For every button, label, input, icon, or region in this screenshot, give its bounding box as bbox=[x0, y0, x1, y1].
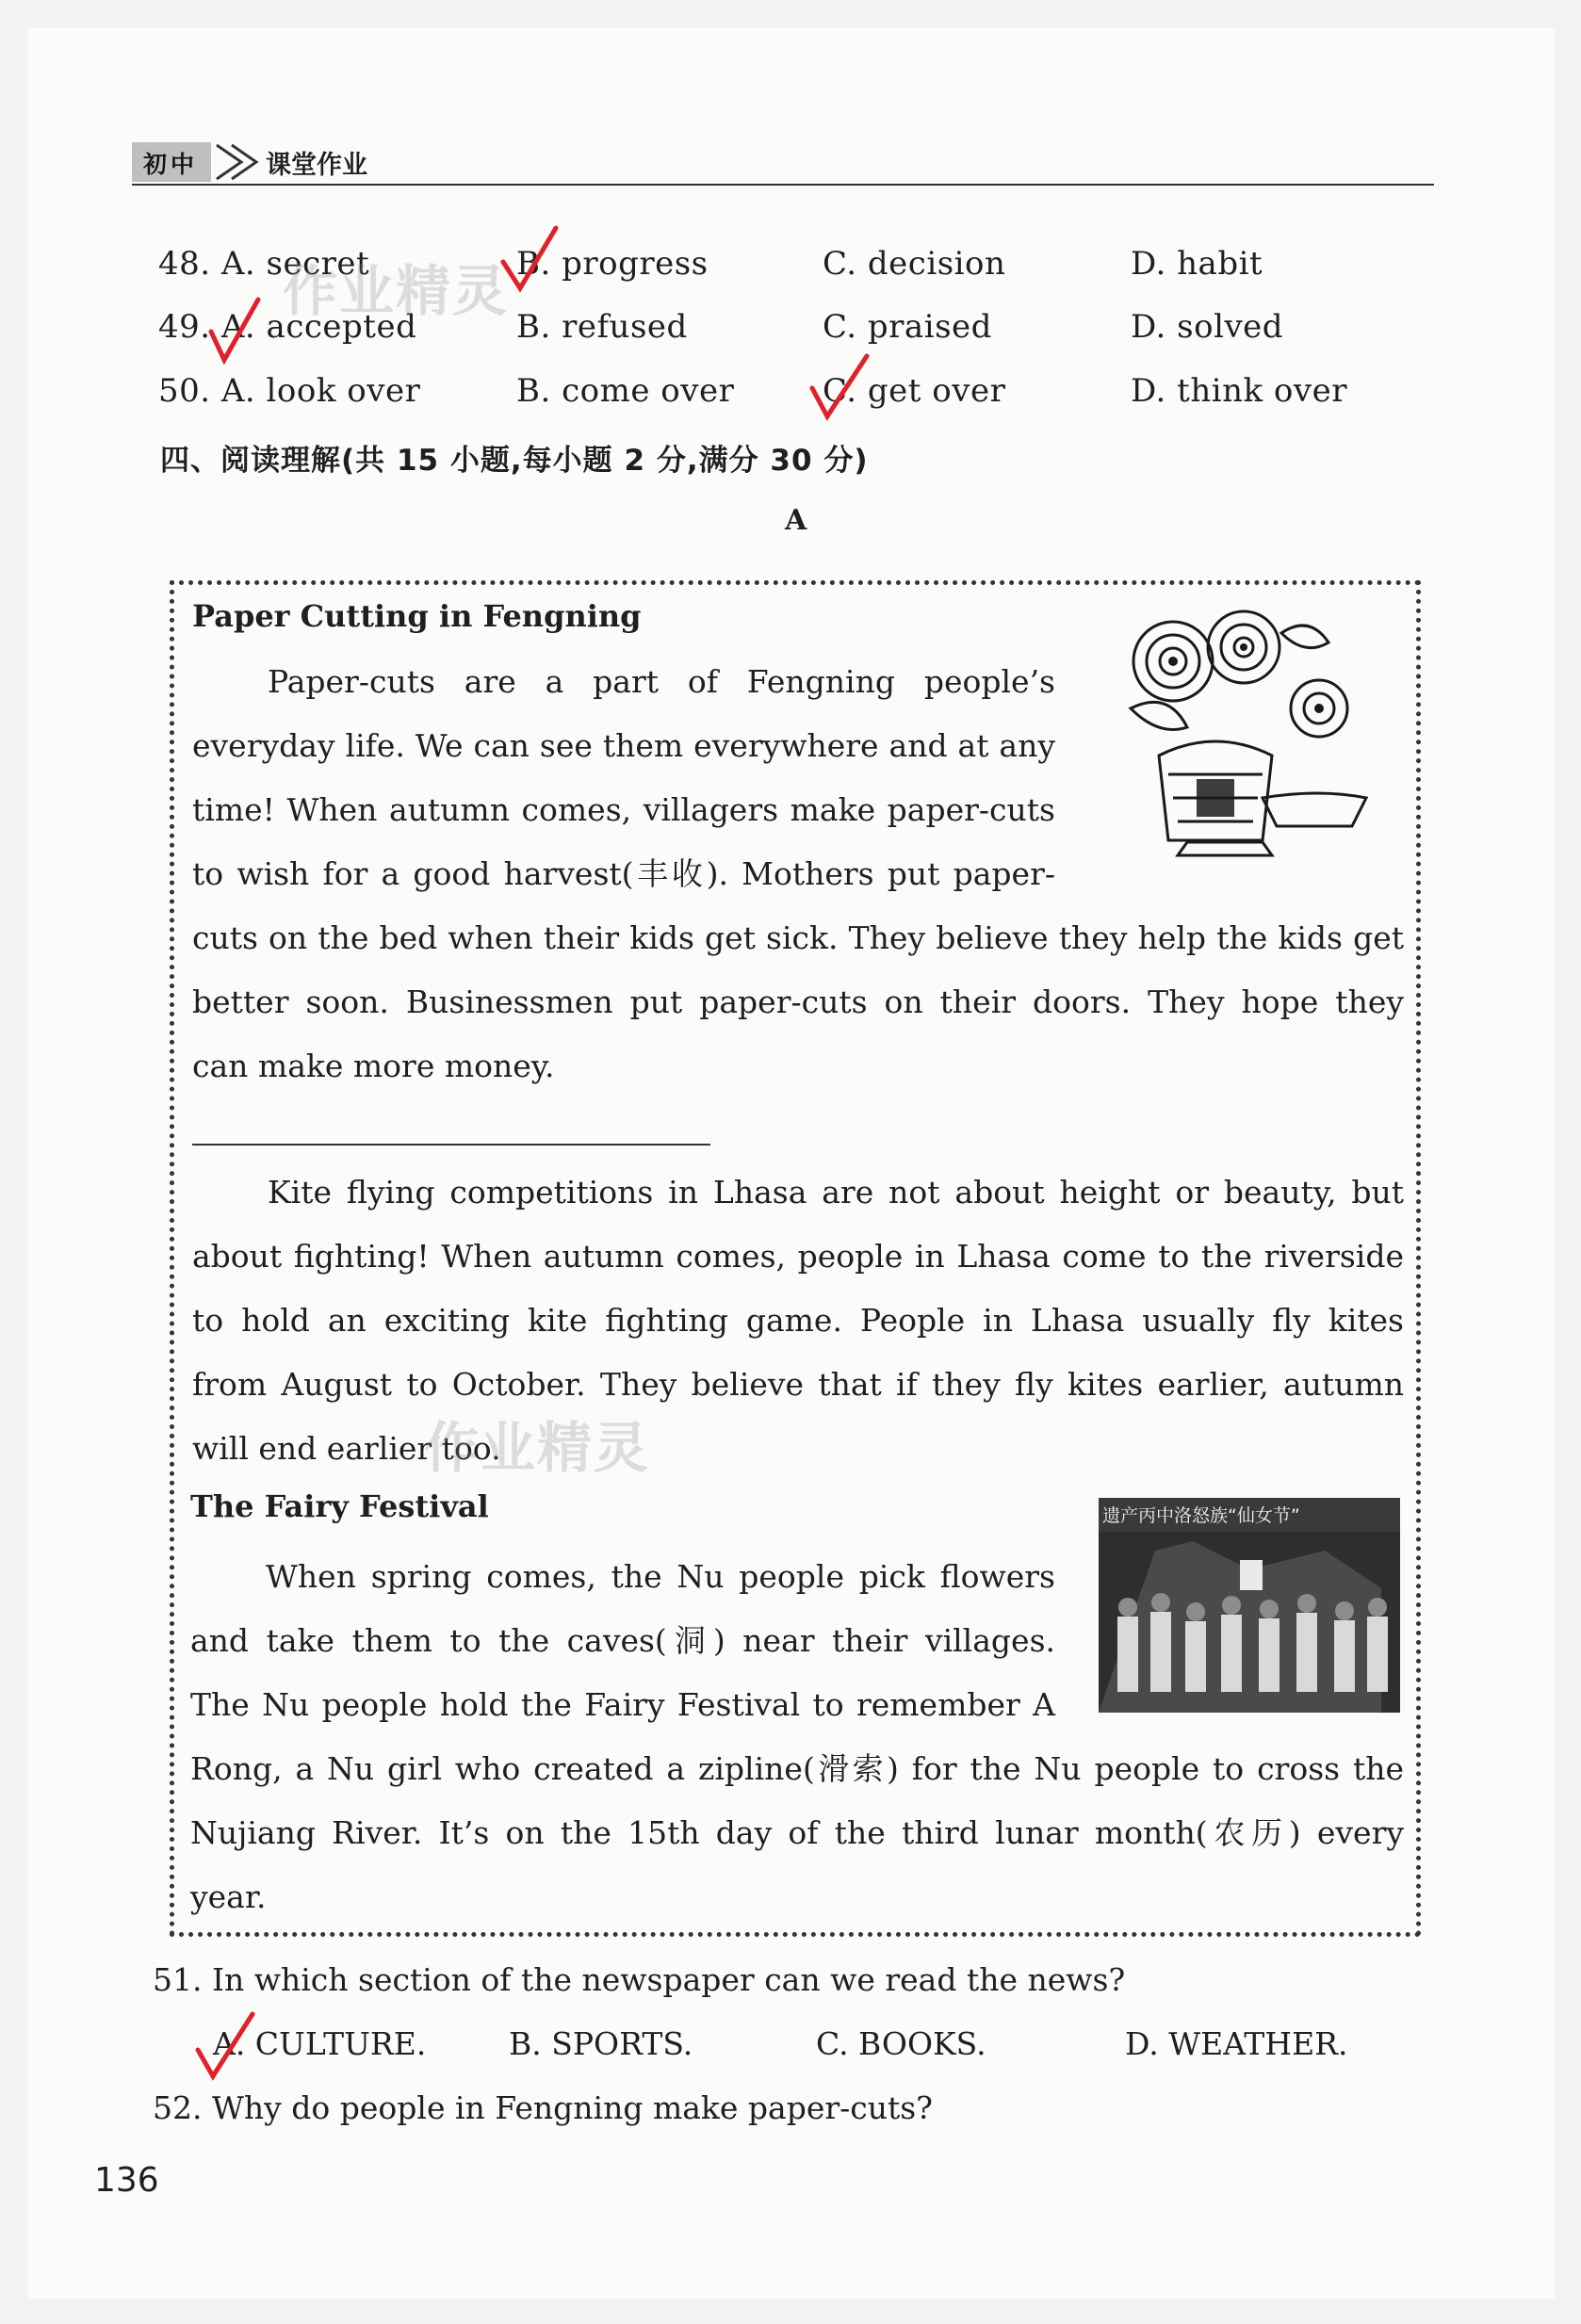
option-50-b: B. come over bbox=[516, 372, 735, 410]
para3-line: Rong, a Nu girl who created a zipline(滑索) for the Nu people to cross the bbox=[190, 1750, 1404, 1787]
q51-option-a: A. CULTURE. bbox=[213, 2025, 427, 2062]
para1-line: to wish for a good harvest(丰收). Mothers put paper- bbox=[192, 855, 1055, 892]
question-51: 51. In which section of the newspaper can we read the news? bbox=[153, 1961, 1126, 1998]
section-heading: 四、阅读理解(共 15 小题,每小题 2 分,满分 30 分) bbox=[160, 444, 869, 478]
option-49-c: C. praised bbox=[823, 308, 992, 346]
option-49-d: D. solved bbox=[1131, 308, 1284, 346]
watermark: 作业精灵 bbox=[283, 259, 510, 323]
passage-title-1: Paper Cutting in Fengning bbox=[192, 598, 642, 634]
option-48-d: D. habit bbox=[1131, 245, 1263, 283]
para3-line: Nujiang River. It’s on the 15th day of the third lunar month(农历) every bbox=[190, 1814, 1404, 1851]
q51-option-b: B. SPORTS. bbox=[509, 2025, 693, 2062]
paper-cut-image bbox=[1102, 595, 1385, 878]
check-mark-icon bbox=[194, 2007, 260, 2082]
header-rule bbox=[132, 184, 1434, 186]
passage-label: A bbox=[785, 504, 807, 537]
para3-line: year. bbox=[190, 1878, 267, 1915]
header-badge: 初中 bbox=[132, 142, 211, 182]
q51-option-d: D. WEATHER. bbox=[1125, 2025, 1348, 2062]
para3-line: and take them to the caves(洞) near their villages. bbox=[190, 1622, 1055, 1659]
option-50-c: C. get over bbox=[823, 372, 1006, 410]
option-49-b: B. refused bbox=[516, 308, 688, 346]
check-mark-icon bbox=[808, 350, 874, 426]
photo-caption: 遗产丙中洛怒族“仙女节” bbox=[1102, 1505, 1300, 1526]
para1-line: cuts on the bed when their kids get sick. They believe they help the kids get bbox=[192, 919, 1404, 956]
header-title: 课堂作业 bbox=[266, 150, 368, 180]
page-header bbox=[132, 141, 367, 183]
divider-line bbox=[192, 1144, 710, 1146]
option-48-b: B. progress bbox=[516, 245, 709, 283]
para3-line: When spring comes, the Nu people pick flowers bbox=[266, 1558, 1055, 1595]
page-number: 136 bbox=[94, 2161, 159, 2200]
passage-title-3: The Fairy Festival bbox=[190, 1488, 489, 1524]
para2-line: about fighting! When autumn comes, people in Lhasa come to the riverside bbox=[192, 1238, 1404, 1275]
para2-line: will end earlier too. bbox=[192, 1430, 501, 1467]
para1-line: time! When autumn comes, villagers make paper-cuts bbox=[192, 791, 1055, 828]
para1-line: better soon. Businessmen put paper-cuts on their doors. They hope they bbox=[192, 983, 1404, 1020]
option-50-d: D. think over bbox=[1131, 372, 1347, 410]
option-48-c: C. decision bbox=[823, 245, 1006, 283]
para2-line: Kite flying competitions in Lhasa are not about height or beauty, but bbox=[268, 1174, 1404, 1211]
option-49-a: 49. A. accepted bbox=[158, 308, 417, 346]
para1-line: can make more money. bbox=[192, 1048, 555, 1084]
check-mark-icon bbox=[497, 222, 563, 298]
q51-option-c: C. BOOKS. bbox=[816, 2025, 986, 2062]
para2-line: to hold an exciting kite fighting game. People in Lhasa usually fly kites bbox=[192, 1302, 1404, 1339]
para1-line: Paper-cuts are a part of Fengning people’s bbox=[268, 663, 1055, 700]
festival-photo bbox=[1099, 1498, 1400, 1713]
watermark: 作业精灵 bbox=[424, 1416, 651, 1480]
para2-line: from August to October. They believe that if they fly kites earlier, autumn bbox=[192, 1366, 1404, 1403]
option-50-a: 50. A. look over bbox=[158, 372, 421, 410]
para1-line: everyday life. We can see them everywhere and at any bbox=[192, 727, 1055, 764]
check-mark-icon bbox=[207, 292, 264, 367]
para3-line: The Nu people hold the Fairy Festival to remember A bbox=[190, 1686, 1055, 1723]
option-48-a: 48. A. secret bbox=[158, 245, 370, 283]
question-52: 52. Why do people in Fengning make paper-cuts? bbox=[153, 2089, 933, 2126]
